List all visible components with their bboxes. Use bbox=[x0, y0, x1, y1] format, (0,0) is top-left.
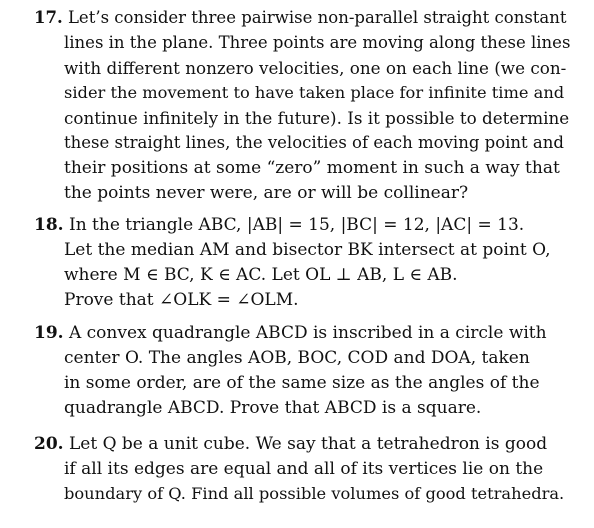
problem-text-line: Let the median AM and bisector BK intersect at point O, bbox=[64, 240, 551, 260]
problem-number: 20. bbox=[34, 434, 64, 454]
problem-text-line: In the triangle ABC, |AB| = 15, |BC| = 12, |AC| = 13. bbox=[68, 215, 525, 235]
problem-text-line: A convex quadrangle ABCD is inscribed in a circle with bbox=[68, 323, 547, 343]
problem-text-line: with different nonzero velocities, one on each line (we con- bbox=[64, 58, 567, 78]
problem-text-line: in some order, are of the same size as the angles of the bbox=[64, 373, 540, 393]
problem-text-line: boundary of Q. Find all possible volumes of good tetrahedra. bbox=[64, 484, 565, 503]
problem-number: 19. bbox=[34, 323, 64, 343]
problem-text-line: their positions at some “zero” moment in such a way that bbox=[64, 158, 560, 178]
problem-text-line: quadrangle ABCD. Prove that ABCD is a square. bbox=[64, 398, 482, 418]
problem-text-line: these straight lines, the velocities of each moving point and bbox=[64, 133, 564, 152]
problem-text-line: Let Q be a unit cube. We say that a tetrahedron is good bbox=[68, 434, 548, 454]
problem-number: 18. bbox=[34, 215, 64, 235]
problem-text-line: Let’s consider three pairwise non-parallel straight constant bbox=[67, 8, 567, 27]
problem-text-line: where M ∈ BC, K ∈ AC. Let OL ⊥ AB, L ∈ AB. bbox=[64, 265, 458, 285]
problem-number: 17. bbox=[34, 8, 63, 27]
problem-17-line-1 bbox=[34, 7, 567, 29]
problem-text-line: if all its edges are equal and all of its vertices lie on the bbox=[64, 459, 544, 479]
problem-text-line: the points never were, are or will be collinear? bbox=[64, 183, 469, 203]
problem-text-line: Prove that ∠OLK = ∠OLM. bbox=[64, 290, 299, 310]
problem-19-line-1 bbox=[34, 322, 547, 344]
problem-text-line: sider the movement to have taken place for infinite time and bbox=[64, 83, 565, 102]
problem-18-line-1 bbox=[34, 214, 524, 236]
problem-text-line: center O. The angles AOB, BOC, COD and DOA, taken bbox=[64, 348, 530, 368]
problem-text-line: continue infinitely in the future). Is it possible to determine bbox=[64, 108, 570, 128]
problem-20-line-1 bbox=[34, 433, 547, 455]
problem-text-line: lines in the plane. Three points are moving along these lines bbox=[64, 33, 571, 52]
